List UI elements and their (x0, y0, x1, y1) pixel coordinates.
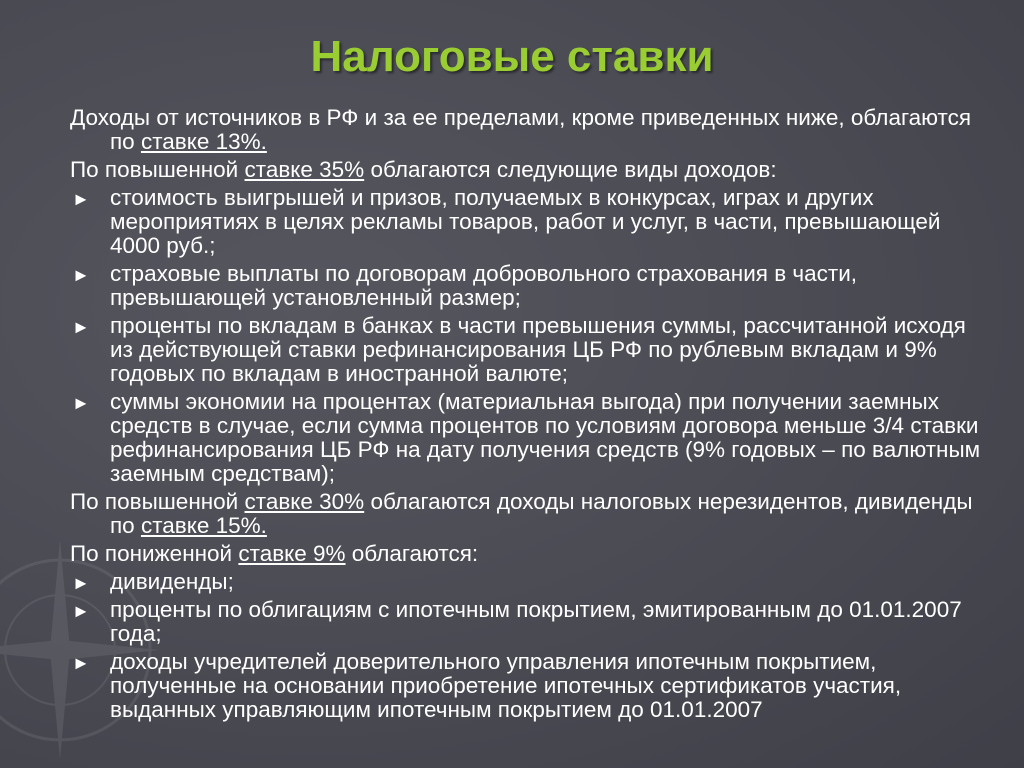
list-item-text: проценты по облигациям с ипотечным покрытием, эмитированным до 01.01.2007 года; (110, 597, 962, 646)
list-item (70, 314, 990, 386)
slide-body (70, 102, 990, 722)
list-item-text: доходы учредителей доверительного управления ипотечным покрытием, полученные на основании приобретение ипотечных сертификатов участия, выданных управляющим ипотечным покрытием до 01.01.2007 (110, 649, 902, 722)
list-item (70, 598, 990, 646)
rate-35-link[interactable]: ставке 35% (244, 157, 365, 182)
triangle-right-icon: ► (72, 573, 90, 593)
paragraph-text: По повышенной (70, 489, 245, 514)
triangle-right-icon: ► (72, 601, 90, 621)
rate-30-link[interactable]: ставке 30% (244, 489, 365, 514)
list-item-text: проценты по вкладам в банках в части превышения суммы, рассчитанной исходя из действующей ставки рефинансирования ЦБ РФ по рублевым вкладам и 9% годовых по вкладам в иностранной валюте; (110, 313, 966, 386)
list-item-text: стоимость выигрышей и призов, получаемых в конкурсах, играх и других мероприятиях в целях рекламы товаров, работ и услуг, в части, превышающей 4000 руб.; (110, 185, 941, 258)
paragraph-text: облагаются: (345, 541, 479, 566)
triangle-right-icon: ► (72, 265, 90, 285)
paragraph-text: облагаются следующие виды доходов: (364, 157, 777, 182)
triangle-right-icon: ► (72, 393, 90, 413)
paragraph-rate-35 (70, 158, 990, 182)
paragraph-text: По повышенной (70, 157, 245, 182)
rate-9-link[interactable]: ставке 9% (238, 541, 346, 566)
list-item-text: дивиденды; (110, 569, 234, 594)
list-item (70, 262, 990, 310)
triangle-right-icon: ► (72, 189, 90, 209)
paragraph-text: облагаются доходы налоговых нерезидентов, дивиденды по (110, 489, 973, 538)
list-item (70, 186, 990, 258)
list-item (70, 390, 990, 486)
paragraph-text: По пониженной (70, 541, 239, 566)
triangle-right-icon: ► (72, 653, 90, 673)
paragraph-rate-9 (70, 542, 990, 566)
list-item-text: страховые выплаты по договорам добровольного страхования в части, превышающей установленный размер; (110, 261, 858, 310)
list-item (70, 650, 990, 722)
paragraph-rate-30 (70, 490, 990, 538)
paragraph-rate-13 (70, 106, 990, 154)
list-item-text: суммы экономии на процентах (материальная выгода) при получении заемных средств в случае, если сумма процентов по условиям договора меньше 3/4 ставки рефинансирования ЦБ РФ на дату получения средств (9% годовых – по валютным заемным средствам); (110, 389, 981, 486)
list-item (70, 570, 990, 594)
rate-13-link[interactable]: ставке 13%. (140, 129, 267, 154)
triangle-right-icon: ► (72, 317, 90, 337)
rate-15-link[interactable]: ставке 15%. (140, 513, 267, 538)
paragraph-text: Доходы от источников в РФ и за ее пределами, кроме приведенных ниже, облагаются по (70, 105, 972, 154)
slide-title: Налоговые ставки (310, 32, 714, 81)
